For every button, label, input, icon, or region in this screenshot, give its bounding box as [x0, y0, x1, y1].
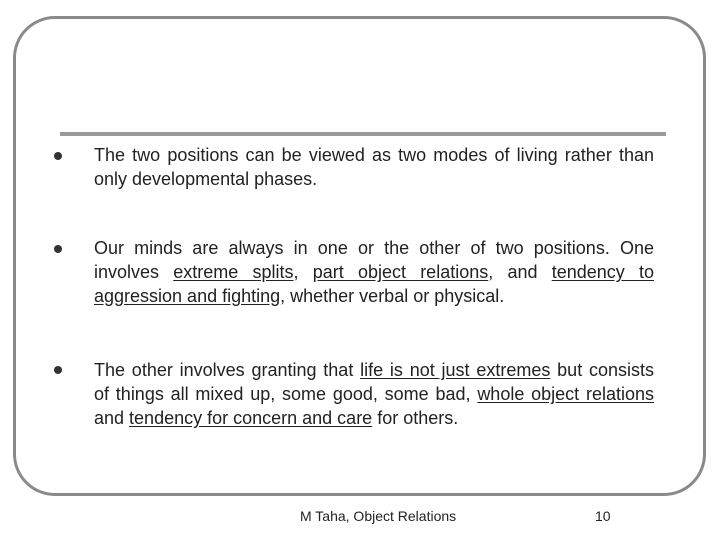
- underlined-term: whole object relations: [477, 384, 654, 404]
- text-segment: Our minds are always in one or the other of two positions. One involves: [94, 238, 654, 282]
- underlined-term: life is not just extremes: [360, 360, 551, 380]
- bullet-text-1: [94, 143, 654, 191]
- text-segment: ,: [293, 262, 313, 282]
- underlined-term: tendency to aggression and fighting: [94, 262, 654, 306]
- bullet-text-2: [94, 236, 654, 308]
- bullet-text-3: [94, 358, 654, 430]
- title-divider: [60, 132, 666, 136]
- underlined-term: extreme splits: [173, 262, 294, 282]
- text-segment: for others.: [372, 408, 459, 428]
- text-segment: but consists of things all mixed up, some good, some bad,: [94, 360, 655, 404]
- bullet-marker-2: [54, 245, 62, 253]
- footer-title: M Taha, Object Relations: [300, 508, 457, 524]
- bullet-marker-1: [54, 152, 62, 160]
- underlined-term: tendency for concern and care: [129, 408, 373, 428]
- text-segment: The other involves granting that: [94, 360, 361, 380]
- text-segment: The two positions can be viewed as two modes of living rather than only developmental phases.: [94, 145, 654, 189]
- text-segment: , and: [488, 262, 552, 282]
- text-segment: and: [94, 408, 130, 428]
- underlined-term: part object relations: [312, 262, 489, 282]
- text-segment: , whether verbal or physical.: [280, 286, 505, 306]
- bullet-marker-3: [54, 366, 62, 374]
- page-number: 10: [595, 508, 611, 524]
